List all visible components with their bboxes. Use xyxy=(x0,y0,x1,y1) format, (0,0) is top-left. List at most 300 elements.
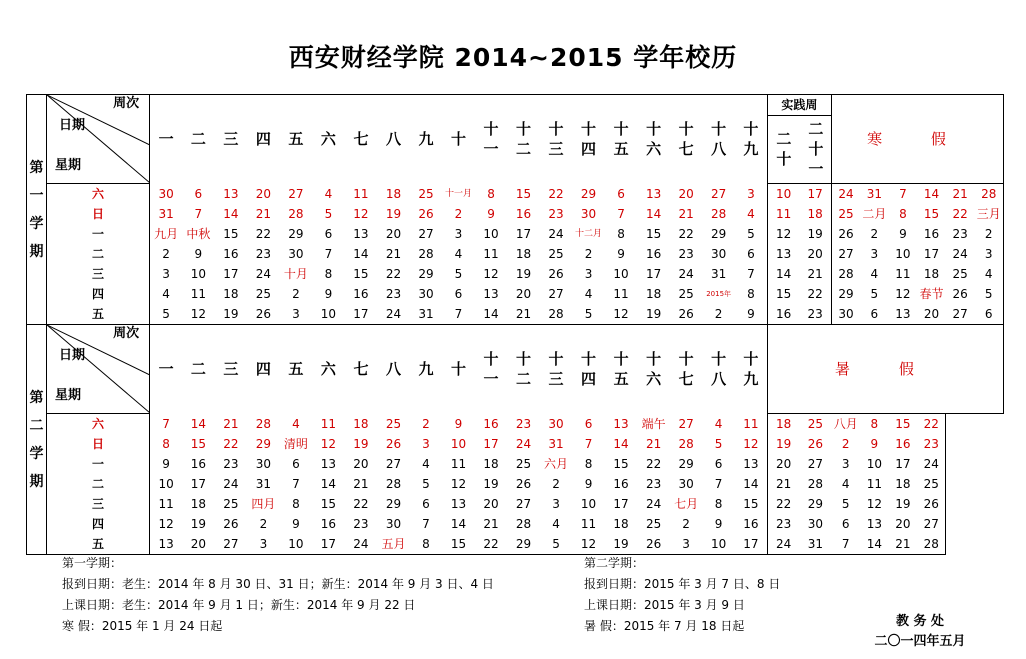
date-cell: 31 xyxy=(710,267,727,281)
day-label: 星期 xyxy=(55,388,82,403)
semester2-vacation-label xyxy=(767,325,1003,414)
date-cell: 19 xyxy=(605,534,638,555)
date-cell: 21 xyxy=(952,187,968,201)
date-cell: 19 xyxy=(190,517,206,531)
date-cell: 5 xyxy=(540,534,573,555)
date-cell: 3 xyxy=(670,534,703,555)
date-cell: 19 xyxy=(515,267,532,281)
date-cell: 6 xyxy=(860,304,889,325)
date-cell: 30 xyxy=(418,287,434,301)
date-cell: 3 xyxy=(584,267,593,281)
semester1-week-6: 六 xyxy=(312,95,345,184)
date-cell: 17 xyxy=(895,457,911,471)
date-cell: 10 xyxy=(895,247,911,261)
semester2-week-10: 十 xyxy=(442,325,475,414)
date-cell: 26 xyxy=(807,437,824,451)
date-cell: 29 xyxy=(255,437,272,451)
date-cell: 3 xyxy=(552,497,560,511)
semester1-week-12: 十 二 xyxy=(507,95,540,184)
date-cell: 2 xyxy=(682,517,690,531)
date-cell: 17 xyxy=(799,184,831,205)
date-cell: 30 xyxy=(580,207,597,221)
date-cell: 16 xyxy=(320,517,337,531)
date-cell: 7 xyxy=(292,477,300,491)
date-cell: 3 xyxy=(247,534,280,555)
date-cell: 19 xyxy=(799,224,831,244)
semester2-week-7: 七 xyxy=(345,325,378,414)
date-cell: 18 xyxy=(515,247,532,261)
date-cell: 17 xyxy=(735,534,768,555)
semester1-week-18: 十 八 xyxy=(702,95,735,184)
date-cell: 4 xyxy=(552,517,560,531)
date-cell: 20 xyxy=(895,517,911,531)
date-cell: 4 xyxy=(714,416,723,431)
semester1-week-14: 十 四 xyxy=(572,95,605,184)
date-cell: 26 xyxy=(637,534,670,555)
date-cell: 14 xyxy=(223,207,239,221)
date-cell: 5 xyxy=(324,207,333,221)
date-cell: 12 xyxy=(605,304,638,325)
semester2-week-17: 十 七 xyxy=(670,325,703,414)
date-cell: 23 xyxy=(952,227,968,241)
date-cell: 17 xyxy=(613,497,629,511)
date-cell: 25 xyxy=(418,186,434,201)
semester1-week-13: 十 三 xyxy=(540,95,573,184)
semester2-week-6: 六 xyxy=(312,325,345,414)
semester1-day-6: 五 xyxy=(47,304,150,325)
date-cell: 2 xyxy=(422,416,430,431)
date-cell: 10 xyxy=(190,267,206,281)
date-cell: 19 xyxy=(483,477,499,491)
semester1-week-5: 五 xyxy=(280,95,313,184)
date-cell: 23 xyxy=(353,517,369,531)
date-cell: 14 xyxy=(923,187,940,201)
signature-date: 二〇一四年五月 xyxy=(874,634,966,649)
semester1-week-8: 八 xyxy=(377,95,410,184)
date-cell: 17 xyxy=(645,267,662,281)
date-cell: 8 xyxy=(584,457,593,471)
date-cell: 28 xyxy=(255,416,272,431)
date-cell: 31 xyxy=(410,304,443,325)
date-cell: 29 xyxy=(507,534,540,555)
date-cell: 31 xyxy=(866,187,882,201)
date-cell: 20 xyxy=(678,186,694,201)
date-cell: 17 xyxy=(923,247,940,261)
date-cell: 30 xyxy=(385,517,402,531)
date-cell: 22 xyxy=(767,494,799,514)
date-cell: 31 xyxy=(799,534,831,555)
date-cell: 15 xyxy=(515,186,532,201)
date-cell: 13 xyxy=(889,304,918,325)
date-cell: 23 xyxy=(799,304,831,325)
date-cell: 27 xyxy=(548,287,564,301)
date-cell: 22 xyxy=(223,437,239,451)
semester2-day-6: 五 xyxy=(47,534,150,555)
date-cell: 28 xyxy=(515,517,532,531)
date-cell: 12 xyxy=(320,437,337,451)
date-cell: 26 xyxy=(917,494,946,514)
date-cell: 13 xyxy=(866,517,882,531)
date-cell: 4 xyxy=(584,287,593,301)
date-cell: 6 xyxy=(841,517,850,531)
date-cell: 24 xyxy=(767,534,799,555)
date-cell: 12 xyxy=(158,517,174,531)
date-cell: 9 xyxy=(714,517,723,531)
date-cell: 六月 xyxy=(544,457,569,471)
date-cell: 2 xyxy=(841,437,850,451)
date-cell: 4 xyxy=(870,267,879,281)
date-cell: 13 xyxy=(450,497,467,511)
date-cell: 29 xyxy=(385,497,402,511)
date-cell: 18 xyxy=(483,457,499,471)
date-cell: 28 xyxy=(540,304,573,325)
date-cell: 9 xyxy=(584,477,593,491)
date-cell: 12 xyxy=(483,267,499,281)
date-cell: 16 xyxy=(613,477,629,491)
date-cell: 15 xyxy=(320,497,337,511)
date-cell: 21 xyxy=(678,207,694,221)
date-cell: 5 xyxy=(714,437,723,451)
date-cell: 13 xyxy=(223,186,239,201)
date-cell: 28 xyxy=(418,247,434,261)
date-cell: 八月 xyxy=(833,417,858,431)
date-cell: 18 xyxy=(385,186,402,201)
date-cell: 26 xyxy=(548,267,564,281)
date-cell: 5 xyxy=(422,477,430,491)
date-cell: 27 xyxy=(838,247,854,261)
date-cell: 29 xyxy=(838,287,854,301)
semester1-day-3: 二 xyxy=(47,244,150,264)
semester2-week-13: 十 三 xyxy=(540,325,573,414)
notes2-heading: 第二学期： xyxy=(584,556,645,570)
date-cell: 21 xyxy=(483,517,499,531)
date-cell: 12 xyxy=(767,224,799,244)
semester2-day-3: 二 xyxy=(47,474,150,494)
date-cell: 13 xyxy=(320,457,337,471)
notes1-heading: 第一学期： xyxy=(62,556,123,570)
practice-week-numbers xyxy=(768,115,831,183)
date-cell: 20 xyxy=(255,186,272,201)
semester1-day-2: 一 xyxy=(47,224,150,244)
date-cell: 14 xyxy=(645,207,662,221)
semester1-vacation-label xyxy=(831,95,1003,184)
date-cell: 30 xyxy=(255,457,272,471)
date-cell: 29 xyxy=(807,497,824,511)
date-cell: 28 xyxy=(710,207,727,221)
date-cell: 10 xyxy=(702,534,735,555)
date-cell: 4 xyxy=(747,207,755,221)
date-cell: 25 xyxy=(807,417,824,431)
semester2-day-1: 日 xyxy=(47,434,150,454)
date-cell: 13 xyxy=(767,244,799,264)
header-diagonal xyxy=(47,95,150,184)
date-cell: 6 xyxy=(324,227,333,241)
date-cell: 3 xyxy=(974,244,1003,264)
date-cell: 2 xyxy=(162,247,170,261)
date-cell: 27 xyxy=(418,227,434,241)
date-cell: 9 xyxy=(899,227,907,241)
date-cell: 22 xyxy=(548,186,564,201)
date-cell: 21 xyxy=(645,437,662,451)
date-cell: 20 xyxy=(799,244,831,264)
date-cell: 15 xyxy=(190,437,206,451)
date-cell: 27 xyxy=(385,457,402,471)
date-cell: 30 xyxy=(831,304,860,325)
date-cell: 12 xyxy=(450,477,467,491)
semester2-week-19: 十 九 xyxy=(735,325,768,414)
date-cell: 21 xyxy=(889,534,918,555)
date-cell: 25 xyxy=(255,287,272,301)
semester2-week-15: 十 五 xyxy=(605,325,638,414)
date-cell: 25 xyxy=(952,267,968,281)
date-cell: 16 xyxy=(515,207,532,221)
date-label: 日期 xyxy=(59,118,86,133)
date-cell: 28 xyxy=(678,437,694,451)
date-cell: 春节 xyxy=(919,287,944,301)
date-cell: 27 xyxy=(288,186,304,201)
date-cell: 14 xyxy=(860,534,889,555)
date-cell: 14 xyxy=(767,264,799,284)
date-cell: 8 xyxy=(617,227,625,241)
date-cell: 25 xyxy=(678,287,694,301)
date-cell: 14 xyxy=(190,416,206,431)
date-cell: 6 xyxy=(617,186,625,201)
date-cell: 12 xyxy=(743,437,759,451)
date-cell: 29 xyxy=(580,186,597,201)
date-cell: 19 xyxy=(895,497,911,511)
date-cell: 21 xyxy=(353,477,369,491)
date-cell: 16 xyxy=(767,304,799,325)
semester2-week-9: 九 xyxy=(410,325,443,414)
date-cell: 中秋 xyxy=(186,227,211,241)
semester2-week-11: 十 一 xyxy=(475,325,508,414)
signature-office: 教 务 处 xyxy=(895,614,945,629)
date-cell: 31 xyxy=(158,207,174,221)
date-cell: 6 xyxy=(454,287,463,301)
date-cell: 18 xyxy=(190,497,206,511)
day-label: 星期 xyxy=(55,158,82,173)
date-cell: 28 xyxy=(385,477,402,491)
practice-week-21: 二 十 一 xyxy=(808,120,824,178)
date-cell: 14 xyxy=(475,304,508,325)
week-label: 周次 xyxy=(113,96,140,111)
date-cell: 端午 xyxy=(641,416,666,431)
date-cell: 15 xyxy=(743,497,759,511)
date-cell: 15 xyxy=(613,457,629,471)
date-cell: 3 xyxy=(870,247,879,261)
date-cell: 23 xyxy=(515,416,532,431)
date-cell: 16 xyxy=(483,416,499,431)
date-cell: 17 xyxy=(312,534,345,555)
page-title: 西安财经学院 2014~2015 学年校历 xyxy=(288,43,738,72)
date-cell: 18 xyxy=(613,517,629,531)
date-cell: 7 xyxy=(194,207,203,221)
date-cell: 21 xyxy=(799,264,831,284)
date-cell: 5 xyxy=(841,497,850,511)
date-cell: 14 xyxy=(613,437,629,451)
date-cell: 五月 xyxy=(377,534,410,555)
date-cell: 5 xyxy=(974,284,1003,304)
date-cell: 6 xyxy=(714,457,723,471)
date-cell: 15 xyxy=(923,207,940,221)
notes1-winter-break: 寒 假：2015 年 1 月 24 日起 xyxy=(62,619,223,633)
date-cell: 三月 xyxy=(974,204,1003,224)
date-cell: 2 xyxy=(870,227,879,241)
date-cell: 25 xyxy=(917,474,946,494)
date-cell: 14 xyxy=(450,517,467,531)
semester2-day-0: 六 xyxy=(47,414,150,435)
date-cell: 10 xyxy=(483,227,499,241)
date-cell: 25 xyxy=(515,457,532,471)
date-cell: 19 xyxy=(637,304,670,325)
semester1-notes xyxy=(62,553,494,637)
date-cell: 20 xyxy=(353,457,369,471)
date-cell: 11 xyxy=(767,204,799,224)
date-cell: 18 xyxy=(923,267,940,281)
date-cell: 2 xyxy=(259,517,268,531)
date-cell: 12 xyxy=(895,287,911,301)
date-cell: 29 xyxy=(678,457,694,471)
date-cell: 十二月 xyxy=(575,229,603,239)
date-cell: 13 xyxy=(743,457,759,471)
date-cell: 26 xyxy=(223,517,239,531)
date-cell: 25 xyxy=(645,517,662,531)
date-cell: 9 xyxy=(454,416,463,431)
date-cell: 11 xyxy=(613,287,629,301)
date-cell: 7 xyxy=(899,187,907,201)
semester2-week-16: 十 六 xyxy=(637,325,670,414)
date-cell: 17 xyxy=(190,477,206,491)
date-cell: 8 xyxy=(714,497,723,511)
date-cell: 29 xyxy=(710,227,727,241)
date-cell: 26 xyxy=(247,304,280,325)
date-cell: 23 xyxy=(917,434,946,454)
date-cell: 4 xyxy=(324,186,333,201)
date-cell: 26 xyxy=(385,437,402,451)
date-cell: 10 xyxy=(280,534,313,555)
date-cell: 5 xyxy=(150,304,183,325)
semester2-week-4: 四 xyxy=(247,325,280,414)
semester2-week-12: 十 二 xyxy=(507,325,540,414)
date-cell: 22 xyxy=(917,414,946,435)
date-cell: 11 xyxy=(158,497,174,511)
date-cell: 10 xyxy=(613,267,629,281)
semester1-day-4: 三 xyxy=(47,264,150,284)
date-cell: 12 xyxy=(572,534,605,555)
date-cell: 13 xyxy=(353,227,369,241)
date-cell: 20 xyxy=(385,227,402,241)
date-cell: 28 xyxy=(288,207,304,221)
date-cell: 15 xyxy=(895,417,911,431)
date-cell: 七月 xyxy=(674,497,699,511)
date-cell: 4 xyxy=(422,457,430,471)
date-cell: 11 xyxy=(190,287,206,301)
date-cell: 19 xyxy=(353,437,369,451)
semester1-week-3: 三 xyxy=(215,95,248,184)
date-cell: 16 xyxy=(353,287,369,301)
date-cell: 18 xyxy=(223,287,239,301)
date-cell: 22 xyxy=(799,284,831,304)
date-cell: 9 xyxy=(735,304,768,325)
semester2-vacation-text: 暑 假 xyxy=(835,359,936,378)
semester1-day-0: 六 xyxy=(47,184,150,205)
date-cell: 7 xyxy=(714,477,723,491)
date-cell: 11 xyxy=(483,247,499,261)
date-cell: 24 xyxy=(515,437,532,451)
semester1-week-17: 十 七 xyxy=(670,95,703,184)
date-cell: 10 xyxy=(312,304,345,325)
semester1-week-2: 二 xyxy=(182,95,215,184)
date-cell: 11 xyxy=(580,517,597,531)
semester2-week-18: 十 八 xyxy=(702,325,735,414)
date-cell: 9 xyxy=(194,247,203,261)
date-cell: 5 xyxy=(747,227,755,241)
date-cell: 11 xyxy=(450,457,467,471)
date-cell: 12 xyxy=(182,304,215,325)
date-cell: 15 xyxy=(645,227,662,241)
date-cell: 12 xyxy=(866,497,882,511)
date-cell: 21 xyxy=(255,207,272,221)
date-cell: 16 xyxy=(923,227,940,241)
date-cell: 20 xyxy=(182,534,215,555)
date-cell: 27 xyxy=(807,457,824,471)
date-cell: 24 xyxy=(952,247,968,261)
semester2-week-5: 五 xyxy=(280,325,313,414)
date-cell: 8 xyxy=(747,287,755,301)
date-cell: 18 xyxy=(767,414,799,435)
date-cell: 22 xyxy=(952,207,968,221)
semester1-week-9: 九 xyxy=(410,95,443,184)
date-cell: 2 xyxy=(292,287,300,301)
date-cell: 14 xyxy=(320,477,337,491)
date-cell: 20 xyxy=(483,497,499,511)
date-cell: 28 xyxy=(807,477,824,491)
date-cell: 27 xyxy=(215,534,248,555)
date-cell: 24 xyxy=(548,227,564,241)
date-cell: 12 xyxy=(353,207,369,221)
date-cell: 27 xyxy=(710,186,727,201)
date-cell: 20 xyxy=(515,287,532,301)
date-cell: 8 xyxy=(162,437,170,451)
date-cell: 23 xyxy=(767,514,799,534)
date-cell: 21 xyxy=(507,304,540,325)
date-cell: 13 xyxy=(150,534,183,555)
date-cell: 7 xyxy=(422,517,430,531)
date-cell: 31 xyxy=(255,477,272,491)
date-cell: 9 xyxy=(617,247,625,261)
semester1-week-7: 七 xyxy=(345,95,378,184)
date-cell: 27 xyxy=(678,416,694,431)
date-cell: 7 xyxy=(162,416,170,431)
date-cell: 20 xyxy=(917,304,946,325)
date-cell: 6 xyxy=(292,457,300,471)
date-cell: 14 xyxy=(743,477,759,491)
date-cell: 17 xyxy=(223,267,239,281)
date-cell: 27 xyxy=(515,497,532,511)
date-cell: 5 xyxy=(870,287,879,301)
date-cell: 24 xyxy=(255,267,272,281)
date-cell: 28 xyxy=(974,184,1003,205)
date-cell: 23 xyxy=(223,457,239,471)
date-cell: 9 xyxy=(162,457,170,471)
date-cell: 18 xyxy=(799,204,831,224)
date-cell: 5 xyxy=(572,304,605,325)
date-cell: 15 xyxy=(353,267,369,281)
date-cell: 3 xyxy=(280,304,313,325)
date-cell: 3 xyxy=(841,457,850,471)
date-cell: 8 xyxy=(487,186,495,201)
date-cell: 10 xyxy=(450,437,467,451)
